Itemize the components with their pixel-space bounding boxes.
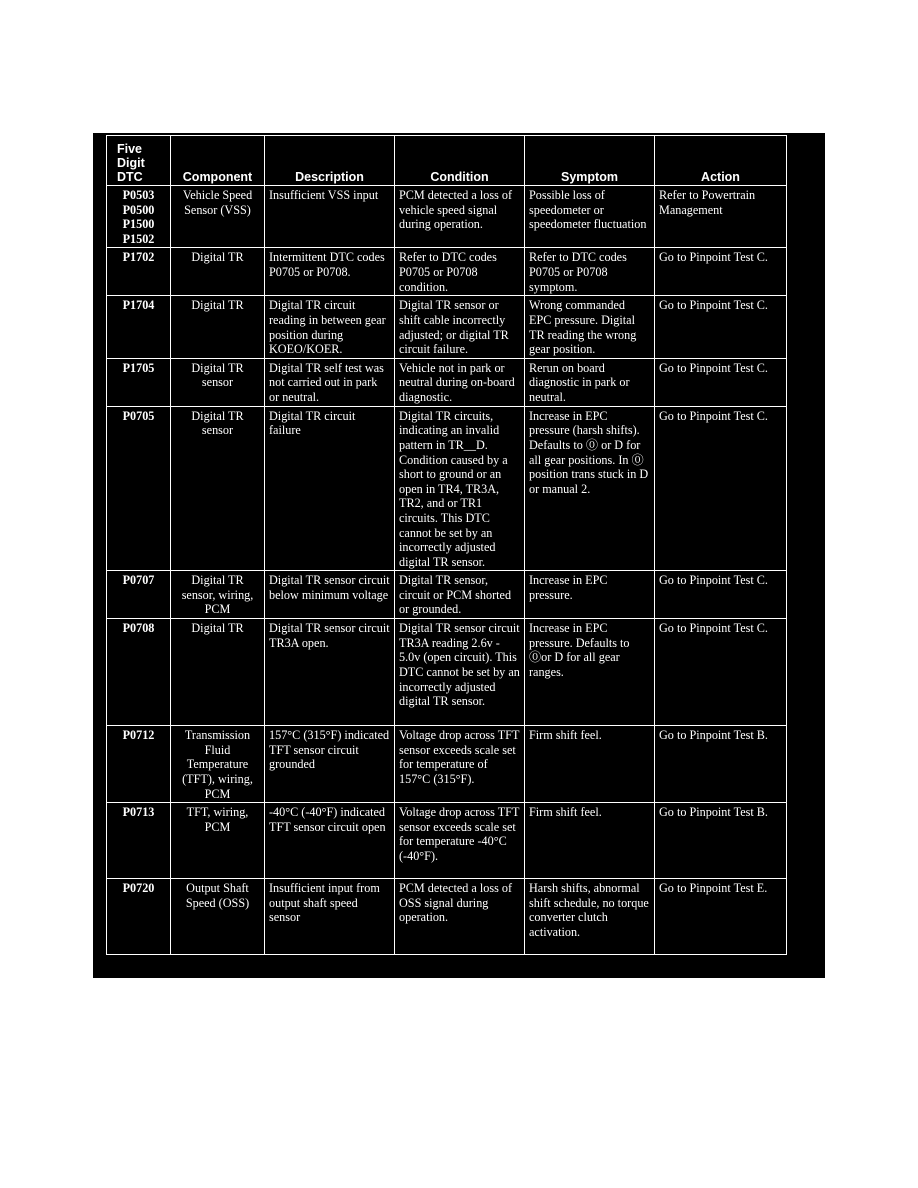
dtc-code: P0708 (107, 619, 171, 726)
component: Digital TR sensor (171, 358, 265, 406)
header-symptom: Symptom (525, 136, 655, 186)
condition: Voltage drop across TFT sensor exceeds scale set for temperature of 157°C (315°F). (395, 726, 525, 803)
action: Go to Pinpoint Test C. (655, 248, 787, 296)
component: TFT, wiring, PCM (171, 803, 265, 879)
table-row (107, 803, 787, 879)
condition: Digital TR sensor circuit TR3A reading 2.6v - 5.0v (open circuit). This DTC cannot be set by an incorrectly adjusted digital TR sensor. (395, 619, 525, 726)
table-row (107, 619, 787, 726)
symptom: Wrong commanded EPC pressure. Digital TR reading the wrong gear position. (525, 296, 655, 358)
dtc-chart-panel (93, 133, 825, 978)
symptom: Increase in EPC pressure (harsh shifts). Defaults to ⓪ or D for all gear positions. In ⓪ position trans stuck in D or manual 2. (525, 406, 655, 571)
condition: PCM detected a loss of vehicle speed signal during operation. (395, 186, 525, 248)
dtc-table-body (107, 186, 787, 955)
action: Refer to Powertrain Management (655, 186, 787, 248)
table-row (107, 406, 787, 571)
condition: Digital TR circuits, indicating an invalid pattern in TR__D. Condition caused by a short to ground or an open in TR4, TR3A, TR2, and or TR1 circuits. This DTC cannot be set by an incorrectly adjusted digital TR sensor. (395, 406, 525, 571)
symptom: Possible loss of speedometer or speedometer fluctuation (525, 186, 655, 248)
table-row (107, 726, 787, 803)
table-row (107, 358, 787, 406)
symptom: Increase in EPC pressure. Defaults to ⓪or D for all gear ranges. (525, 619, 655, 726)
dtc-code: P0720 (107, 879, 171, 955)
description: Intermittent DTC codes P0705 or P0708. (265, 248, 395, 296)
description: Insufficient VSS input (265, 186, 395, 248)
component: Digital TR (171, 248, 265, 296)
symptom: Increase in EPC pressure. (525, 571, 655, 619)
action: Go to Pinpoint Test B. (655, 803, 787, 879)
component: Digital TR sensor, wiring, PCM (171, 571, 265, 619)
action: Go to Pinpoint Test C. (655, 619, 787, 726)
dtc-code: P1702 (107, 248, 171, 296)
condition: PCM detected a loss of OSS signal during operation. (395, 879, 525, 955)
component: Output Shaft Speed (OSS) (171, 879, 265, 955)
condition: Voltage drop across TFT sensor exceeds scale set for temperature -40°C (-40°F). (395, 803, 525, 879)
table-row (107, 186, 787, 248)
header-dtc: Five Digit DTC (107, 136, 171, 186)
description: 157°C (315°F) indicated TFT sensor circuit grounded (265, 726, 395, 803)
component: Digital TR (171, 619, 265, 726)
table-row (107, 296, 787, 358)
action: Go to Pinpoint Test C. (655, 358, 787, 406)
component: Digital TR (171, 296, 265, 358)
action: Go to Pinpoint Test C. (655, 571, 787, 619)
description: Insufficient input from output shaft speed sensor (265, 879, 395, 955)
description: Digital TR sensor circuit TR3A open. (265, 619, 395, 726)
header-condition: Condition (395, 136, 525, 186)
condition: Refer to DTC codes P0705 or P0708 condition. (395, 248, 525, 296)
dtc-code: P0503 P0500 P1500 P1502 (107, 186, 171, 248)
header-row (107, 136, 787, 186)
component: Vehicle Speed Sensor (VSS) (171, 186, 265, 248)
description: Digital TR sensor circuit below minimum voltage (265, 571, 395, 619)
description: -40°C (-40°F) indicated TFT sensor circuit open (265, 803, 395, 879)
table-row (107, 248, 787, 296)
symptom: Firm shift feel. (525, 803, 655, 879)
symptom: Firm shift feel. (525, 726, 655, 803)
condition: Vehicle not in park or neutral during on-board diagnostic. (395, 358, 525, 406)
component: Transmission Fluid Temperature (TFT), wiring, PCM (171, 726, 265, 803)
description: Digital TR self test was not carried out in park or neutral. (265, 358, 395, 406)
action: Go to Pinpoint Test B. (655, 726, 787, 803)
dtc-code: P1704 (107, 296, 171, 358)
dtc-code: P0705 (107, 406, 171, 571)
header-description: Description (265, 136, 395, 186)
condition: Digital TR sensor, circuit or PCM shorted or grounded. (395, 571, 525, 619)
dtc-code: P0707 (107, 571, 171, 619)
symptom: Refer to DTC codes P0705 or P0708 symptom. (525, 248, 655, 296)
action: Go to Pinpoint Test C. (655, 296, 787, 358)
table-row (107, 879, 787, 955)
dtc-code: P0713 (107, 803, 171, 879)
dtc-code: P0712 (107, 726, 171, 803)
dtc-code: P1705 (107, 358, 171, 406)
description: Digital TR circuit failure (265, 406, 395, 571)
dtc-table (106, 135, 787, 955)
symptom: Rerun on board diagnostic in park or neutral. (525, 358, 655, 406)
action: Go to Pinpoint Test C. (655, 406, 787, 571)
dtc-table-header (107, 136, 787, 186)
table-row (107, 571, 787, 619)
action: Go to Pinpoint Test E. (655, 879, 787, 955)
component: Digital TR sensor (171, 406, 265, 571)
description: Digital TR circuit reading in between gear position during KOEO/KOER. (265, 296, 395, 358)
header-action: Action (655, 136, 787, 186)
symptom: Harsh shifts, abnormal shift schedule, no torque converter clutch activation. (525, 879, 655, 955)
header-component: Component (171, 136, 265, 186)
condition: Digital TR sensor or shift cable incorrectly adjusted; or digital TR circuit failure. (395, 296, 525, 358)
